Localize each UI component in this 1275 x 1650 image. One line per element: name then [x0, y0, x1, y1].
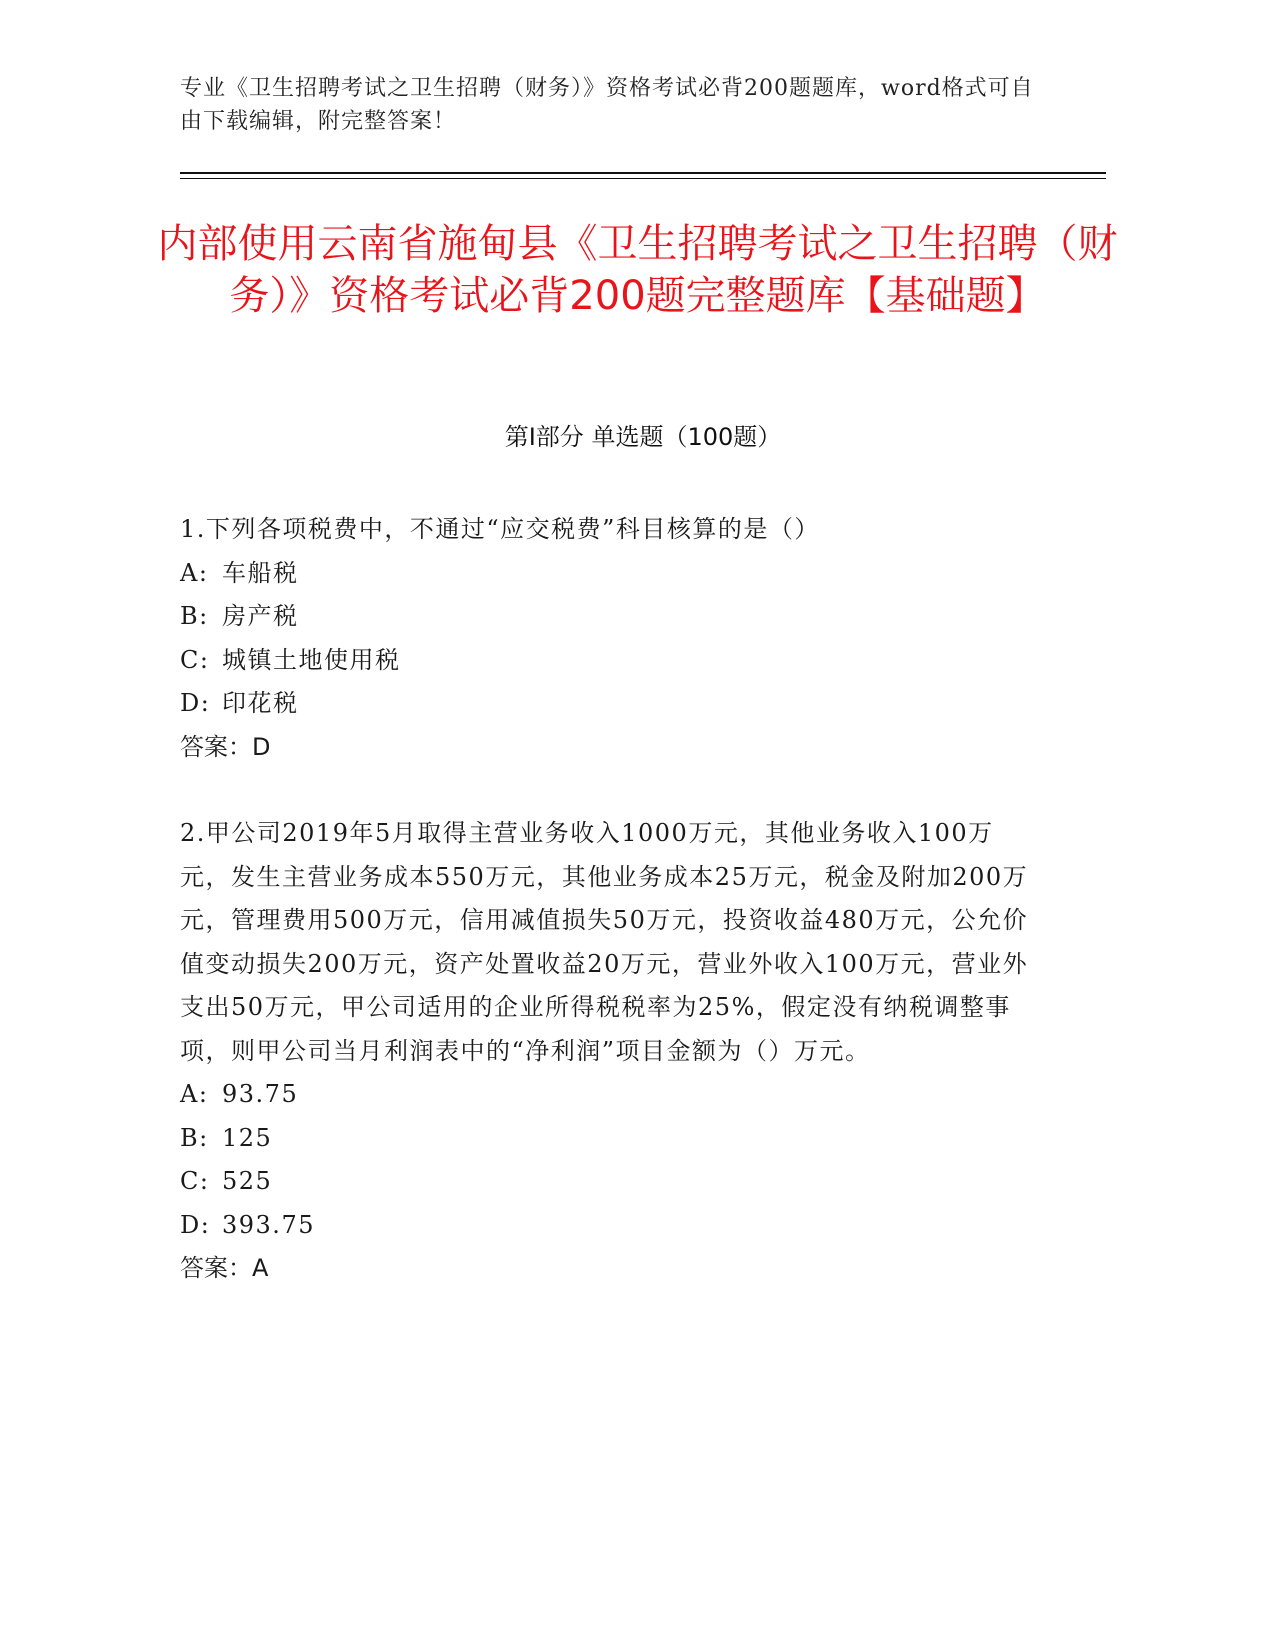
document-title: 内部使用云南省施甸县《卫生招聘考试之卫生招聘（财务）》资格考试必背200题完整题库【基础题】: [157, 221, 1118, 319]
answer: 答案：A: [180, 1254, 269, 1282]
option-key: A:: [180, 1080, 209, 1108]
option-key: B:: [180, 1123, 209, 1152]
option-a: [180, 1073, 1040, 1117]
option-d: [180, 1204, 1040, 1248]
question-stem: 1.下列各项税费中，不通过“应交税费”科目核算的是（）: [180, 515, 820, 543]
header-rule-thin: [180, 178, 1106, 179]
option-text: 房产税: [222, 602, 299, 630]
option-b: [180, 1117, 1040, 1161]
option-a: [180, 552, 1040, 596]
option-key: C:: [180, 1167, 210, 1195]
option-text: 车船税: [222, 558, 299, 587]
option-text: 印花税: [222, 689, 299, 717]
option-key: C:: [180, 645, 210, 674]
option-text: 93.75: [222, 1080, 299, 1108]
option-text: 城镇土地使用税: [222, 645, 401, 674]
header-note: 专业《卫生招聘考试之卫生招聘（财务）》资格考试必背200题题库，word格式可自由下载编辑，附完整答案！: [180, 76, 1034, 134]
option-c: [180, 1160, 1040, 1204]
section-title: 第Ⅰ部分 单选题（100题）: [504, 423, 782, 451]
header-rule-thick: [180, 172, 1106, 174]
option-text: 393.75: [222, 1210, 315, 1239]
option-c: [180, 639, 1040, 683]
option-text: 525: [222, 1167, 273, 1195]
option-key: B:: [180, 602, 209, 630]
option-text: 125: [222, 1123, 273, 1152]
option-b: [180, 595, 1040, 639]
answer: 答案：D: [180, 732, 271, 761]
option-d: [180, 682, 1040, 726]
question-stem: 2.甲公司2019年5月取得主营业务收入1000万元，其他业务收入100万元，发生主营业务成本550万元，其他业务成本25万元，税金及附加200万元，管理费用500万元，信用减值损失50万元，投资收益480万元，公允价值变动损失200万元，资产处置收益20万元，营业外收入100万元，营业外支出50万元，甲公司适用的企业所得税税率为25%，假定没有纳税调整事项，则甲公司当月利润表中的“净利润”项目金额为（）万元。: [180, 819, 1029, 1065]
question-2: [180, 812, 1040, 1291]
option-key: D:: [180, 1210, 211, 1239]
option-key: A:: [180, 558, 209, 587]
question-1: [180, 508, 1040, 769]
option-key: D:: [180, 689, 211, 717]
